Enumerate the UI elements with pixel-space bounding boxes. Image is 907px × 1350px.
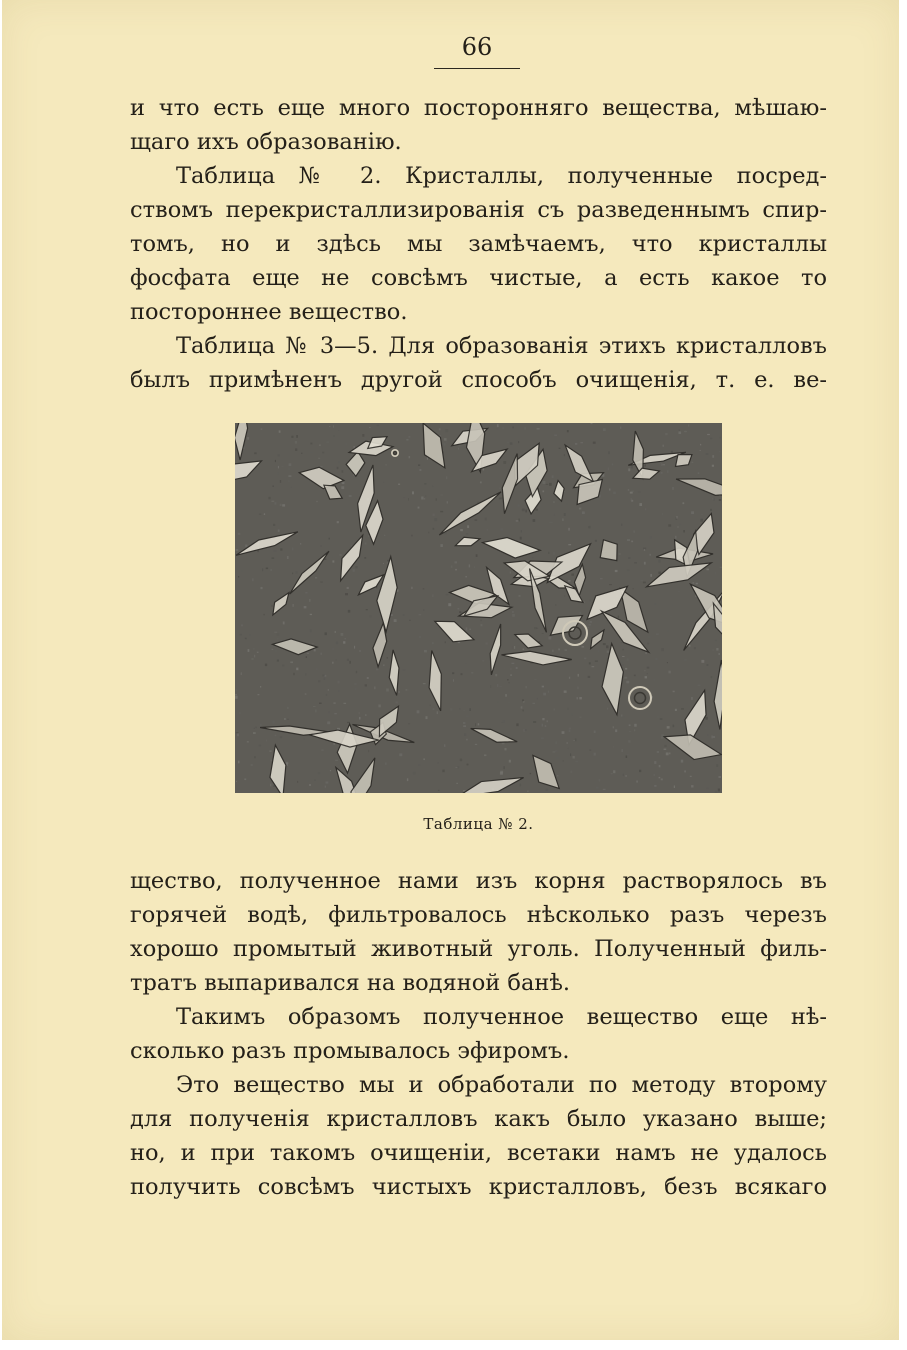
text-line: Таблица № 3—5. Для образованія этихъ кристалловъ	[176, 333, 827, 359]
text-line: и что есть еще много посторонняго вещества, мѣшаю-	[130, 95, 827, 121]
text-line: хорошо промытый животный уголь. Полученный филь-	[130, 936, 827, 962]
top-text-block	[130, 91, 827, 397]
text-line: Это вещество мы и обработали по методу второму	[176, 1072, 827, 1098]
text-line: получить совсѣмъ чистыхъ кристалловъ, безъ всякаго	[130, 1174, 827, 1200]
text-line: былъ примѣненъ другой способъ очищенія, т. е. ве-	[130, 367, 827, 393]
text-line: но, и при такомъ очищеніи, всетаки намъ не удалось	[130, 1140, 827, 1166]
text-line: томъ, но и здѣсь мы замѣчаемъ, что кристаллы	[130, 231, 827, 257]
figure-caption: Таблица № 2.	[423, 815, 534, 833]
text-line: щаго ихъ образованію.	[130, 129, 402, 155]
crystal-micrograph	[235, 423, 722, 793]
text-line: Таблица № 2. Кристаллы, полученные посред-	[176, 163, 827, 189]
book-page	[2, 0, 899, 1340]
text-line: горячей водѣ, фильтровалось нѣсколько разъ черезъ	[130, 902, 827, 928]
text-line: для полученія кристалловъ какъ было указано выше;	[130, 1106, 827, 1132]
text-line: ствомъ перекристаллизированія съ разведеннымъ спир-	[130, 197, 827, 223]
text-line: Такимъ образомъ полученное вещество еще нѣ-	[176, 1004, 827, 1030]
text-line: щество, полученное нами изъ корня растворялось въ	[130, 868, 827, 894]
text-line: тратъ выпаривался на водяной банѣ.	[130, 970, 571, 996]
text-line: фосфата еще не совсѣмъ чистые, а есть какое то	[130, 265, 827, 291]
bottom-text-block	[130, 864, 827, 1204]
text-line: постороннее вещество.	[130, 299, 408, 325]
text-line: сколько разъ промывалось эфиромъ.	[130, 1038, 570, 1064]
page-number: 66	[461, 33, 493, 61]
header-rule	[434, 68, 520, 69]
